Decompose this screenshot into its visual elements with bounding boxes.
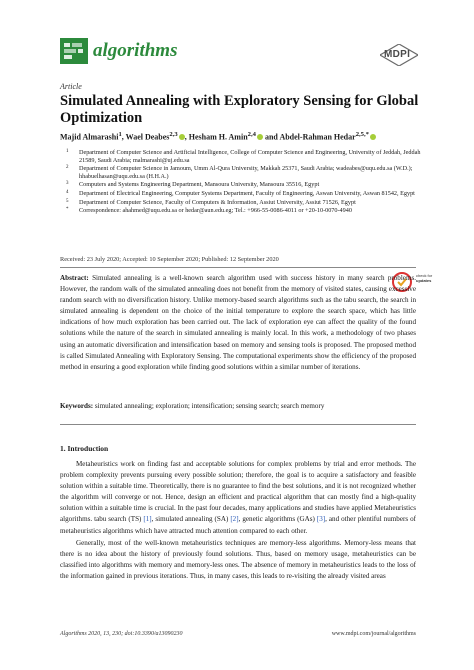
page-footer: [60, 631, 416, 637]
affiliation-item: [66, 165, 426, 180]
paragraph-text: , genetic algorithms (GAs): [238, 515, 317, 524]
affiliation-text: Department of Computer Science, Faculty of Computers & Information, Assiut University, Assiut 71526, Egypt: [79, 198, 356, 206]
author-affil-sup: 2,5,*: [355, 131, 369, 138]
article-type: Article: [60, 82, 82, 91]
affiliation-item: [66, 149, 426, 164]
keywords-text: simulated annealing; exploration; intensification; sensing search; search memory: [94, 402, 325, 410]
citation-link[interactable]: [1]: [143, 515, 152, 524]
correspondence-text: Correspondence: ahahmed@uqu.edu.sa or hedar@aun.edu.eg; Tel.: +966-55-0086-4011 or +20-10-0070-4940: [79, 207, 352, 215]
affiliation-item: [66, 190, 426, 198]
paragraph-text: , simulated annealing (SA): [151, 515, 231, 524]
abstract-label: Abstract:: [60, 274, 89, 282]
affiliation-number: 1: [66, 149, 69, 154]
journal-name: algorithms: [93, 40, 178, 61]
author-affil-sup: 1: [118, 131, 122, 138]
introduction-body: [60, 459, 416, 584]
affiliation-number: 3: [66, 181, 69, 187]
affiliation-text: Department of Computer Science and Artificial Intelligence, College of Computer Science and Engineering, University of Jeddah, Jeddah 21589, Saudi Arabia; malmarashi@uj.edu.sa: [79, 149, 421, 164]
orcid-icon[interactable]: [370, 134, 376, 140]
affiliation-list: [66, 149, 426, 216]
affiliation-text: Computers and Systems Engineering Department, Mansoura University, Mansoura 35516, Egypt: [79, 181, 320, 189]
correspondence-item: [66, 207, 426, 215]
paragraph-text: Metaheuristics work on finding fast and acceptable solutions for complex problems by trial and error methods. The problem complexity prevents pursuing every possible solution; therefore, the goal is to acquire a satisfactory and feasible solution within a suitable time. Theoretically, there is no guarantee to find the best solutions, and it is not recognized whether the algorithm will converge or not. Hence, design an efficient and practical algorithm that can mostly find a high-quality solution within a suitable time is crucial. In the past four decades, many applications and studies have applied Metaheuristics algorithms. tabu search (TS): [60, 460, 416, 524]
keywords-label: Keywords:: [60, 402, 94, 410]
author-name: Majid Almarashi: [60, 132, 119, 142]
updates-line: updates: [416, 277, 432, 283]
citation-link[interactable]: [3]: [316, 515, 326, 524]
author-conjunction: and: [262, 132, 280, 142]
affiliation-item: [66, 199, 426, 207]
journal-logo-icon: [60, 38, 88, 64]
author-separator: ,: [121, 132, 126, 142]
affiliation-item: [66, 181, 426, 189]
author-name: Abdel-Rahman Hedar: [279, 132, 356, 142]
affiliation-number: *: [66, 207, 69, 213]
paragraph-text: , and other plentiful numbers of metaheuristics algorithms which have attracted much attention compared to each other.: [60, 515, 416, 535]
abstract-text: Simulated annealing is a well-known search algorithm used with success history in many search problems. However, the random walk of the simulated annealing does not benefit from the memory of visited states, causing excessive random search with no diversification history. Unlike memory-based search algorithms such as the tabu search, the search in simulated annealing is dependent on the choice of the initial temperature to explore the search space, which has little indications of how much exploration has been carried out. The lack of exploration eye can affect the quality of the found solutions while the nature of the search in simulated annealing is mainly local. In this work, a methodology of two phases using an automatic diversification and intensification based on memory and sensing tools is proposed. The proposed method is called Simulated Annealing with Exploratory Sensing. The computational experiments show the efficiency of the proposed method in ensuring a good exploration while finding good solutions within a similar number of iterations.: [60, 274, 417, 371]
affiliation-number: 4: [66, 189, 69, 195]
divider: [60, 424, 416, 425]
citation-link[interactable]: [2]: [230, 515, 239, 524]
affiliation-number: 2: [66, 165, 69, 171]
affiliation-number: 5: [66, 198, 69, 204]
paragraph: Generally, most of the well-known metaheuristics techniques are memory-less algorithms. Memory-less means that there is no idea about the history of previously found solutions. Thus, based on memory usage, metaheuristics can be classified into algorithms with memory and memory-less ones. The absence of memory in metaheuristics leads to the loss of the information gained in previous iterations. Thus, in many cases, this leads to re-visiting the already visited areas: [60, 539, 416, 581]
author-list: [60, 131, 420, 142]
author-affil-sup: 2,4: [247, 131, 256, 138]
updates-line: check for: [416, 273, 433, 278]
publication-dates: Received: 23 July 2020; Accepted: 10 September 2020; Published: 12 September 2020: [60, 256, 279, 263]
publisher-name: MDPI: [384, 49, 411, 60]
author-affil-sup: 2,3: [169, 131, 178, 138]
paper-title: Simulated Annealing with Exploratory Sensing for Global Optimization: [60, 93, 419, 126]
author-separator: ,: [184, 132, 189, 142]
footer-citation: Algorithms 2020, 13, 230; doi:10.3390/a13090230: [60, 631, 183, 637]
check-for-updates-label: [416, 274, 436, 283]
author-name: Wael Deabes: [125, 132, 170, 142]
section-heading: 1. Introduction: [60, 444, 109, 453]
journal-header: [60, 38, 420, 72]
keywords: [60, 401, 416, 411]
affiliation-text: Department of Computer Science in Jamoum, Umm Al-Qura University, Makkah 25371, Saudi Arabia; wadeabes@uqu.edu.sa (W.D.); hhabuelhasan@uqu.edu.sa (H.H.A.): [79, 165, 413, 180]
author-name: Hesham H. Amin: [188, 132, 248, 142]
abstract: [60, 273, 416, 373]
divider: [60, 267, 416, 268]
paragraph: [60, 459, 416, 537]
affiliation-text: Department of Electrical Engineering, Computer Systems Department, Faculty of Engineering, Aswan University, Aswan 81542, Egypt: [79, 189, 415, 197]
footer-url[interactable]: www.mdpi.com/journal/algorithms: [331, 631, 416, 637]
